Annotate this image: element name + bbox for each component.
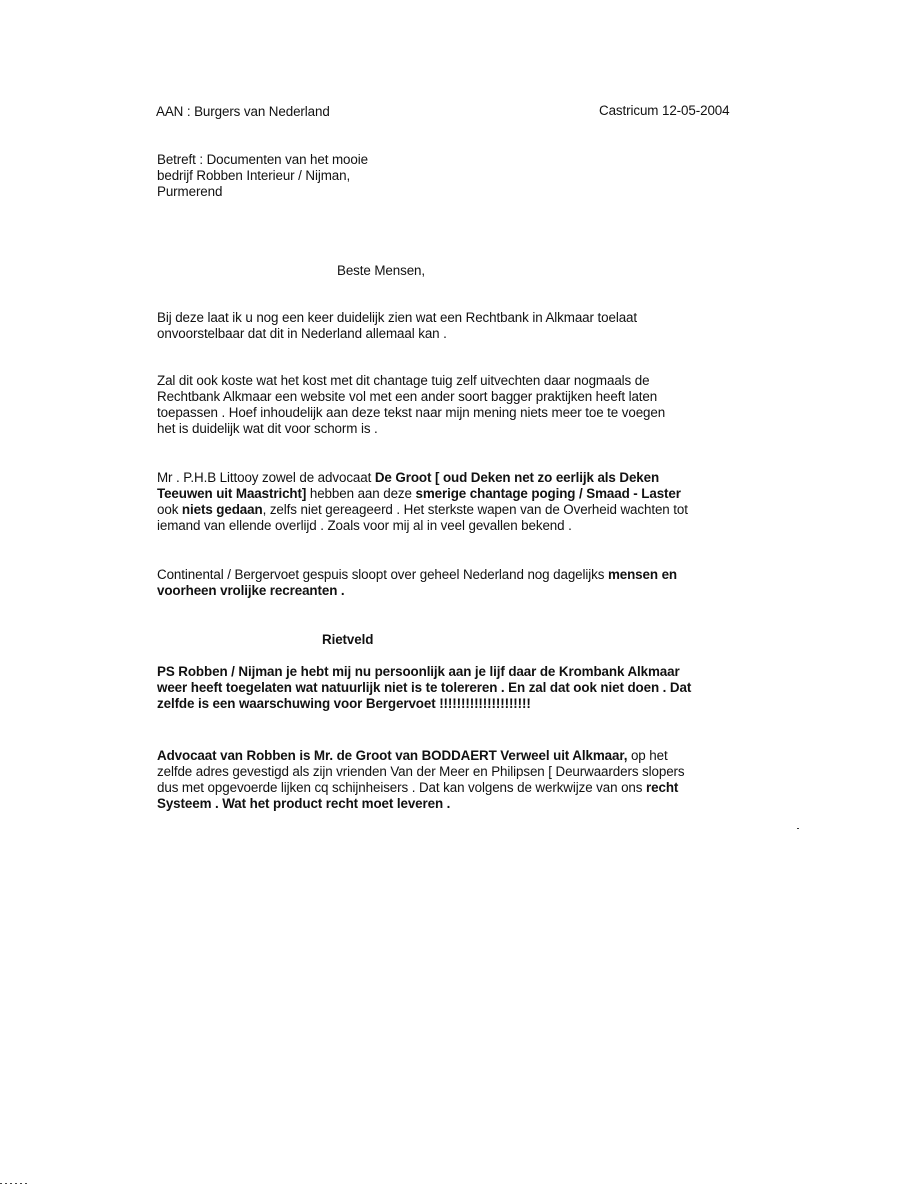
paragraph-3-line-2 xyxy=(157,486,681,502)
paragraph-5-line-4: Systeem . Wat het product recht moet leveren . xyxy=(157,796,451,811)
paragraph-3-line-4: iemand van ellende overlijd . Zoals voor mij al in veel gevallen bekend . xyxy=(157,518,572,533)
paragraph-5-line-3 xyxy=(157,780,678,796)
paragraph-3-line-3 xyxy=(157,502,688,518)
paragraph-2-line-2: Rechtbank Alkmaar een website vol met een ander soort bagger praktijken heeft laten xyxy=(157,389,658,404)
scan-edge-marks xyxy=(0,1183,30,1184)
ps-line-3: zelfde is een waarschuwing voor Bergervoet !!!!!!!!!!!!!!!!!!!!! xyxy=(157,696,531,711)
p4-bold: mensen en xyxy=(607,567,678,582)
p3-bold: smerige chantage poging / Smaad - Laster xyxy=(415,486,681,501)
paragraph-2-line-4: het is duidelijk wat dit voor schorm is . xyxy=(157,421,378,436)
subject-line-1: Betreft : Documenten van het mooie xyxy=(157,152,368,167)
paragraph-2-line-3: toepassen . Hoef inhoudelijk aan deze tekst naar mijn mening niets meer toe te voegen xyxy=(157,405,666,420)
p3-bold: Teeuwen uit Maastricht] xyxy=(157,486,310,501)
place-date: Castricum 12-05-2004 xyxy=(599,103,730,118)
paragraph-3-line-1 xyxy=(157,470,659,486)
p3-text: ook xyxy=(157,502,182,517)
paragraph-2-line-1: Zal dit ook koste wat het kost met dit chantage tuig zelf uitvechten daar nogmaals de xyxy=(157,373,650,388)
recipient-line: AAN : Burgers van Nederland xyxy=(156,104,330,119)
p4-bold: voorheen vrolijke recreanten . xyxy=(157,583,345,598)
greeting: Beste Mensen, xyxy=(337,263,426,278)
paragraph-5-line-1 xyxy=(157,748,668,764)
p5-text: op het xyxy=(627,748,668,763)
paragraph-1-line-2: onvoorstelbaar dat dit in Nederland allemaal kan . xyxy=(157,326,447,341)
paragraph-5-line-2: zelfde adres gevestigd als zijn vrienden Van der Meer en Philipsen [ Deurwaarders slopers xyxy=(157,764,685,779)
paragraph-4-line-1 xyxy=(157,567,677,583)
p3-bold: De Groot [ oud Deken net zo eerlijk als Deken xyxy=(374,470,660,485)
scan-speck xyxy=(797,828,799,829)
subject-line-3: Purmerend xyxy=(157,184,223,199)
paragraph-4-line-2 xyxy=(157,583,345,599)
paragraph-1-line-1: Bij deze laat ik u nog een keer duidelijk zien wat een Rechtbank in Alkmaar toelaat xyxy=(157,310,638,325)
p3-text: , zelfs niet gereageerd . Het sterkste wapen van de Overheid wachten tot xyxy=(262,502,688,517)
signature: Rietveld xyxy=(322,632,374,647)
subject-line-2: bedrijf Robben Interieur / Nijman, xyxy=(157,168,351,183)
p5-bold: Advocaat van Robben is Mr. de Groot van BODDAERT Verweel uit Alkmaar, xyxy=(157,748,628,763)
p3-text: Mr . P.H.B Littooy zowel de advocaat xyxy=(157,470,375,485)
p5-bold: recht xyxy=(646,780,679,795)
p4-text: Continental / Bergervoet gespuis sloopt over geheel Nederland nog dagelijks xyxy=(157,567,608,582)
ps-line-2: weer heeft toegelaten wat natuurlijk niet is te tolereren . En zal dat ook niet doen . Dat xyxy=(157,680,692,695)
p3-text: hebben aan deze xyxy=(309,486,416,501)
p5-text: dus met opgevoerde lijken cq schijnheisers . Dat kan volgens de werkwijze van ons xyxy=(157,780,647,795)
ps-line-1: PS Robben / Nijman je hebt mij nu persoonlijk aan je lijf daar de Krombank Alkmaar xyxy=(157,664,680,679)
p3-bold: niets gedaan xyxy=(181,502,263,517)
